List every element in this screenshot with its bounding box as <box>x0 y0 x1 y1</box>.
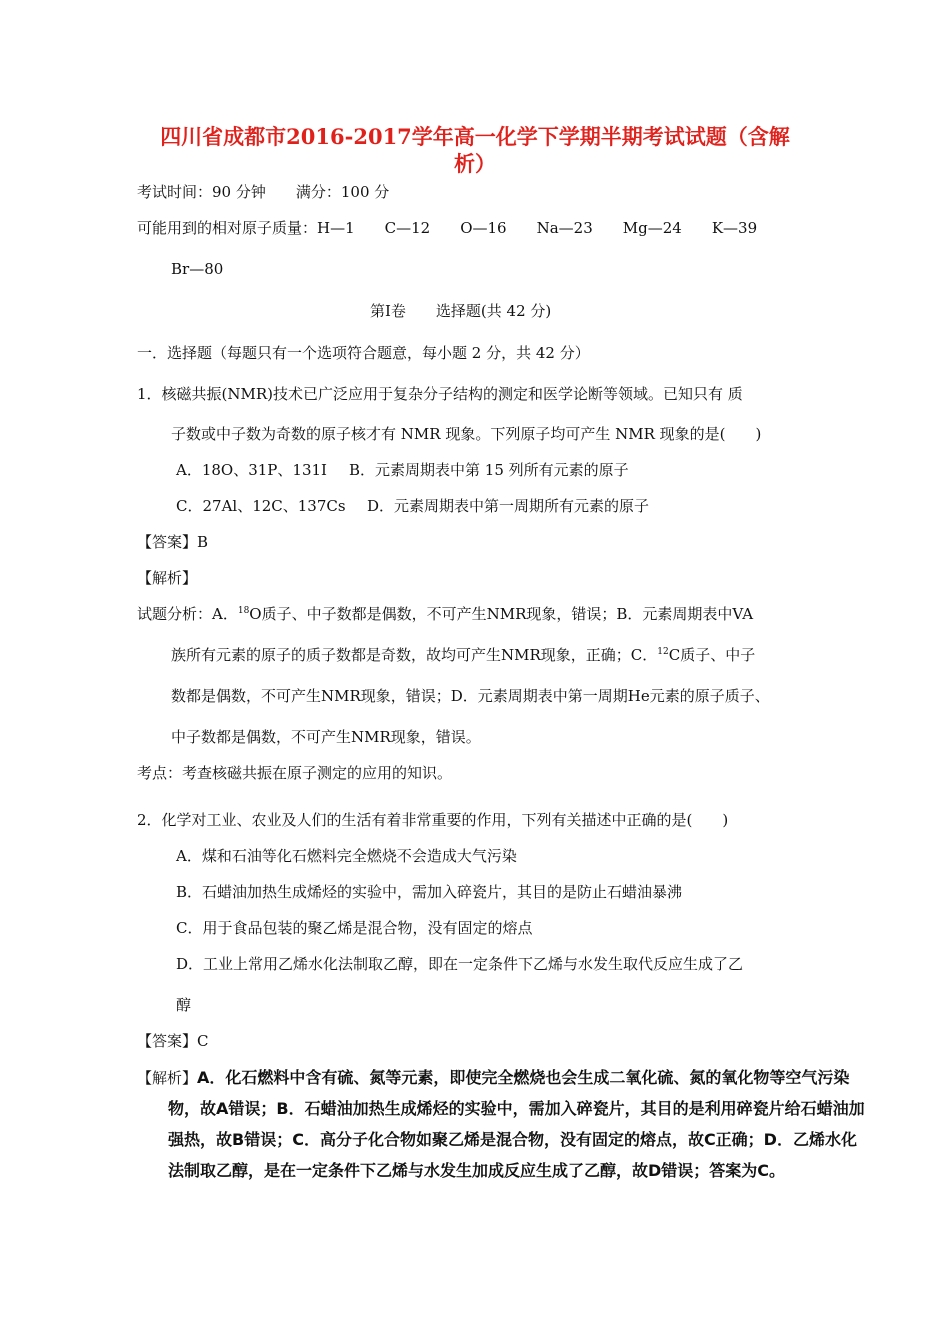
q2-answer: 【答案】C <box>137 1032 209 1050</box>
q1-analysis-line3: 数都是偶数，不可产生NMR现象，错误；D．元素周期表中第一周期He元素的原子质子、 <box>171 687 770 705</box>
q2-stem: 2．化学对工业、农业及人们的生活有着非常重要的作用，下列有关描述中正确的是( ) <box>137 811 729 829</box>
q1-analysis-prefix: 试题分析：A． <box>137 605 238 623</box>
q1-kaodian: 考点：考查核磁共振在原子测定的应用的知识。 <box>137 764 453 782</box>
q1-option-a: A．18O、31P、131I <box>176 461 327 479</box>
q1-analysis-line1 <box>137 604 753 624</box>
q2-analysis-label: 【解析】 <box>137 1069 198 1087</box>
q1-analysis-text: C质子、中子 <box>668 646 756 664</box>
q1-analysis-text: 族所有元素的原子的质子数都是奇数，故均可产生NMR现象，正确；C． <box>171 646 658 664</box>
atomic-mass-item: C—12 <box>384 219 431 237</box>
section-heading: 第Ⅰ卷 选择题(共 42 分) <box>370 302 552 320</box>
full-score: 满分：100 分 <box>295 183 390 201</box>
mass-number-12: 12 <box>657 647 669 657</box>
q2-analysis-text: A．化石燃料中含有硫、氮等元素，即使完全燃烧也会生成二氧化硫、氮的氧化物等空气污染 <box>197 1068 850 1087</box>
q1-option-c: C．27Al、12C、137Cs <box>176 497 346 515</box>
atomic-mass-item: Na—23 <box>536 219 593 237</box>
q2-option-c: C．用于食品包装的聚乙烯是混合物，没有固定的熔点 <box>176 919 533 937</box>
q1-analysis-line4: 中子数都是偶数，不可产生NMR现象，错误。 <box>171 728 481 746</box>
atomic-mass-item: K—39 <box>711 219 758 237</box>
section-instructions: 一．选择题（每题只有一个选项符合题意，每小题 2 分，共 42 分） <box>137 344 590 362</box>
q1-answer: 【答案】B <box>137 533 209 551</box>
q2-option-d-line2: 醇 <box>176 996 192 1014</box>
atomic-mass-label: 可能用到的相对原子质量： <box>137 219 318 237</box>
document-title-line2: 析） <box>454 151 496 176</box>
exam-info <box>137 182 389 202</box>
q2-option-b: B．石蜡油加热生成烯烃的实验中，需加入碎瓷片，其目的是防止石蜡油暴沸 <box>176 883 683 901</box>
q1-analysis-label: 【解析】 <box>137 569 198 587</box>
document-title-line1: 四川省成都市2016-2017学年高一化学下学期半期考试试题（含解 <box>160 124 790 149</box>
atomic-mass-line <box>137 218 757 238</box>
exam-time: 考试时间：90 分钟 <box>137 183 266 201</box>
atomic-mass-item: O—16 <box>460 219 507 237</box>
q1-stem-line2: 子数或中子数为奇数的原子核才有 NMR 现象。下列原子均可产生 NMR 现象的是( ) <box>171 425 762 443</box>
q1-option-b: B．元素周期表中第 15 列所有元素的原子 <box>349 461 629 479</box>
q1-analysis-line2 <box>171 645 755 665</box>
q2-analysis-line1 <box>137 1068 849 1088</box>
atomic-mass-item: H—1 <box>317 219 355 237</box>
q1-analysis-text: O质子、中子数都是偶数，不可产生NMR现象，错误；B．元素周期表中VA <box>249 605 754 623</box>
q2-analysis-line4: 法制取乙醇，是在一定条件下乙烯与水发生加成反应生成了乙醇，故D错误；答案为C。 <box>168 1161 786 1180</box>
q2-option-a: A．煤和石油等化石燃料完全燃烧不会造成大气污染 <box>176 847 517 865</box>
mass-number-18: 18 <box>237 606 250 616</box>
atomic-mass-item: Mg—24 <box>622 219 682 237</box>
q2-analysis-line3: 强热，故B错误；C．高分子化合物如聚乙烯是混合物，没有固定的熔点，故C正确；D．乙烯水化 <box>168 1130 857 1149</box>
q2-analysis-line2: 物，故A错误；B．石蜡油加热生成烯烃的实验中，需加入碎瓷片，其目的是利用碎瓷片给石蜡油加 <box>168 1099 865 1118</box>
atomic-mass-line2: Br—80 <box>171 260 224 278</box>
q1-stem-line1: 1．核磁共振(NMR)技术已广泛应用于复杂分子结构的测定和医学论断等领域。已知只有 质 <box>137 385 743 403</box>
q1-option-d: D．元素周期表中第一周期所有元素的原子 <box>367 497 650 515</box>
q2-option-d-line1: D．工业上常用乙烯水化法制取乙醇，即在一定条件下乙烯与水发生取代反应生成了乙 <box>176 955 744 973</box>
